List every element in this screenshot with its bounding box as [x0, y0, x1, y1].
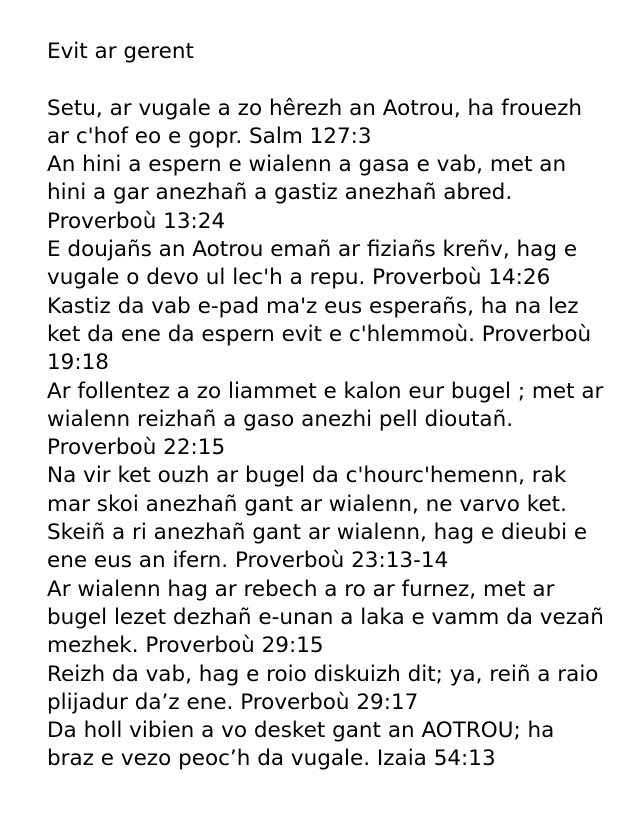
document-title: Evit ar gerent: [47, 39, 194, 64]
verse-paragraph: Na vir ket ouzh ar bugel da c'hourc'hemenn, rak mar skoi anezhañ gant ar wialenn, ne varvo ket. Skeiñ a ri anezhañ gant ar wialenn, hag e dieubi e ene eus an ifern. Proverboù 23:13-14: [47, 463, 588, 574]
blank-line: [47, 66, 607, 94]
verse-paragraph: Da holl vibien a vo desket gant an AOTROU; ha braz e vezo peoc’h da vugale. Izaia 54:13: [47, 718, 555, 772]
verse-paragraph: Setu, ar vugale a zo hêrezh an Aotrou, ha frouezh ar c'hof eo e gopr. Salm 127:3: [47, 95, 582, 149]
verse-paragraph: E doujañs an Aotrou emañ ar fiziañs kreñv, hag e vugale o devo ul lec'h a repu. Proverboù 14:26: [47, 237, 578, 291]
verse-paragraph: Kastiz da vab e-pad ma'z eus esperañs, ha na lez ket da ene da espern evit e c'hlemmoù. Proverboù 19:18: [47, 293, 592, 376]
document-page: [47, 38, 607, 774]
verse-paragraph: Ar follentez a zo liammet e kalon eur bugel ; met ar wialenn reizhañ a gaso anezhi pell dioutañ. Proverboù 22:15: [47, 378, 604, 461]
verse-paragraph: An hini a espern e wialenn a gasa e vab, met an hini a gar anezhañ a gastiz anezhañ abred. Proverboù 13:24: [47, 152, 567, 234]
verse-paragraph: Ar wialenn hag ar rebech a ro ar furnez, met ar bugel lezet dezhañ e-unan a laka e vamm da vezañ mezhek. Proverboù 29:15: [47, 576, 604, 659]
verse-paragraph: Reizh da vab, hag e roio diskuizh dit; ya, reiñ a raio plijadur da’z ene. Proverboù 29:17: [47, 661, 599, 715]
